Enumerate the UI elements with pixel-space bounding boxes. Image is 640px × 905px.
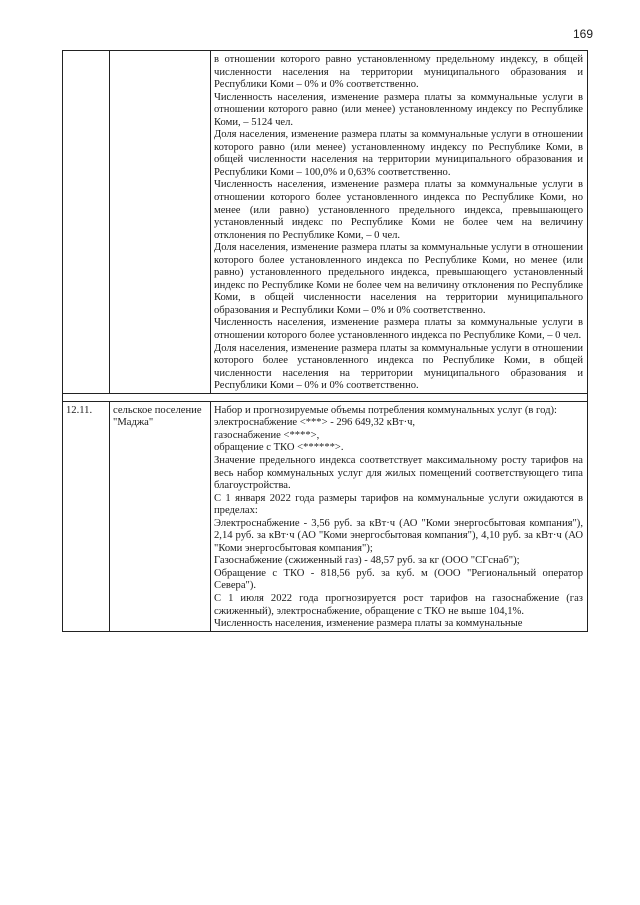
paragraph: Набор и прогнозируемые объемы потребления коммунальных услуг (в год): (214, 404, 557, 416)
paragraph: Электроснабжение - 3,56 руб. за кВт·ч (АО "Коми энергосбытовая компания"), 2,14 руб. за кВт·ч (АО "Коми энергосбытовая компания"), 4,10 руб. за кВт·ч (АО "Коми энергосбытовая компания"); (214, 517, 583, 554)
paragraph: Доля населения, изменение размера платы за коммунальные услуги в отношении которого более установленного индекса по Республике Коми, в общей численности населения на территории муниципального образования и Республики Коми – 0% и 0% соответственно. (214, 342, 583, 392)
paragraph: С 1 июля 2022 года прогнозируется рост тарифов на газоснабжение (газ сжиженный), электроснабжение, обращение с ТКО не выше 104,1%. (214, 592, 583, 617)
row-number-cell (63, 51, 110, 394)
row-divider (63, 393, 588, 401)
tariff-table (62, 50, 588, 632)
paragraph: в отношении которого равно установленному предельному индексу, в общей численности населения на территории муниципального образования и Республики Коми – 0% и 0% соответственно. (214, 54, 583, 91)
paragraph: Значение предельного индекса соответствует максимальному росту тарифов на весь набор коммунальных услуг для жилых помещений соответствующего типа благоустройства. (214, 454, 583, 492)
settlement-name-cell (110, 51, 211, 394)
paragraph: Численность населения, изменение размера платы за коммунальные услуги в отношении которого более установленного индекса по Республике Коми, но менее (или равно) установленного предельного индекса, превышающего установленный индекс по Республике Коми не более чем на величину отклонения по Республике Коми, – 0 чел. (214, 179, 583, 241)
page-number: 169 (573, 27, 594, 41)
row-number-cell: 12.11. (63, 401, 110, 631)
paragraph: электроснабжение <***> - 296 649,32 кВт·ч, (214, 417, 416, 429)
paragraph: Численность населения, изменение размера платы за коммунальные (214, 618, 523, 630)
paragraph: Доля населения, изменение размера платы за коммунальные услуги в отношении которого равно (или менее) установленному индексу по Республике Коми, в общей численности населения на территории муниципального образования и Республики Коми – 100,0% и 0,63% соответственно. (214, 129, 583, 178)
paragraph: С 1 января 2022 года размеры тарифов на коммунальные услуги ожидаются в пределах: (214, 492, 583, 517)
paragraph: Численность населения, изменение размера платы за коммунальные услуги в отношении которого равно (или менее) установленному индексу по Республике Коми, – 5124 чел. (214, 91, 583, 128)
table-row (63, 51, 588, 394)
paragraph: Численность населения, изменение размера платы за коммунальные услуги в отношении которого более установленного индекса по Республике Коми, – 0 чел. (214, 317, 583, 342)
paragraph: Доля населения, изменение размера платы за коммунальные услуги в отношении которого более установленного индекса по Республике Коми, но менее (или равно) установленного предельного индекса, превышающего установленный индекс по Республике Коми не более чем на величину отклонения по Республике Коми, в общей численности населения на территории муниципального образования и Республики Коми – 0% и 0% соответственно. (214, 242, 583, 316)
description-cell (211, 401, 588, 631)
settlement-name-cell: сельское поселение "Маджа" (110, 401, 211, 631)
paragraph: газоснабжение <****>, (214, 429, 320, 441)
table-row (63, 401, 588, 631)
description-cell (211, 51, 588, 394)
paragraph: Газоснабжение (сжиженный газ) - 48,57 руб. за кг (ООО "СГснаб"); (214, 555, 520, 567)
paragraph: обращение с ТКО <******>. (214, 442, 344, 454)
paragraph: Обращение с ТКО - 818,56 руб. за куб. м (ООО "Региональный оператор Севера"). (214, 567, 583, 592)
